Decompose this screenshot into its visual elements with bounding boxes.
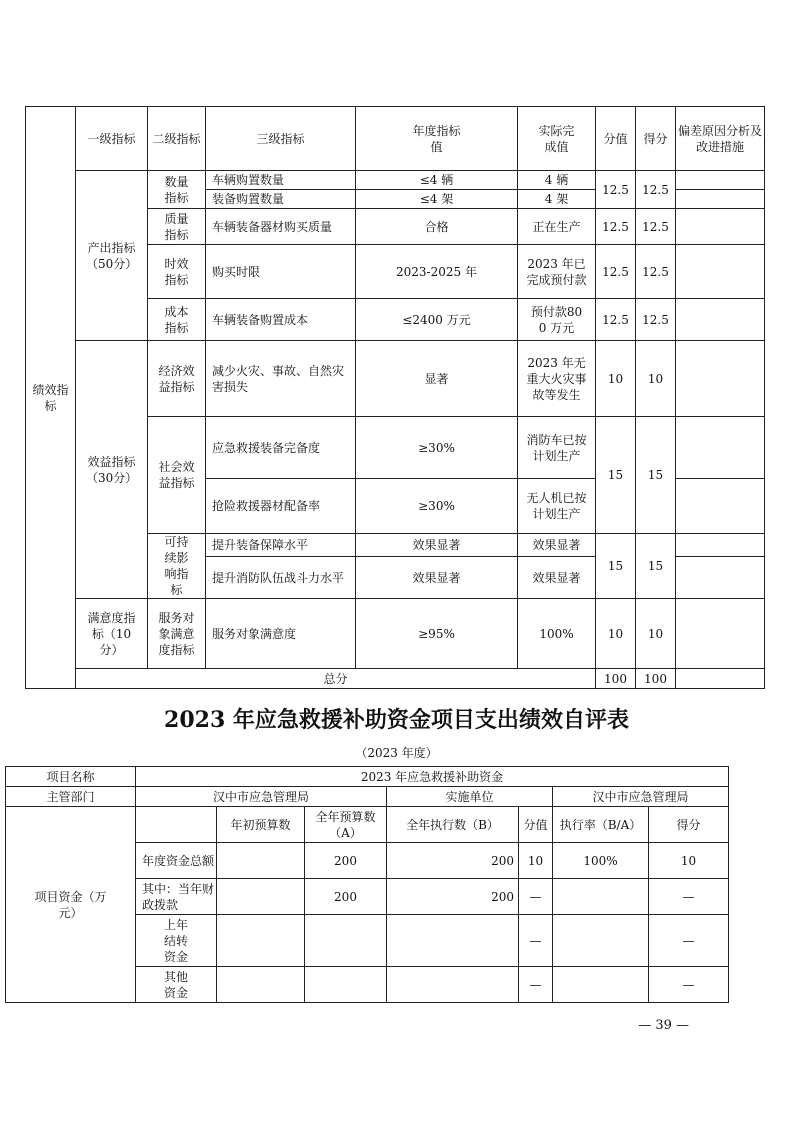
quantity-deviation — [676, 171, 765, 190]
funds-header-initial: 年初预算数 — [217, 807, 305, 843]
sustain-row-target: 效果显著 — [356, 557, 518, 599]
sustain-score: 15 — [596, 534, 636, 599]
social-row-name: 应急救援装备完备度 — [206, 417, 356, 479]
total-deviation — [676, 669, 765, 689]
funds-row-label: 上年结转资金 — [136, 915, 217, 967]
funds-row-score: — — [519, 879, 553, 915]
project-name-value: 2023 年应急救援补助资金 — [136, 767, 729, 787]
funds-row-rate — [553, 915, 649, 967]
sustain-deviation — [676, 534, 765, 557]
funds-row-initial — [217, 843, 305, 879]
funds-header-executed: 全年执行数（B） — [387, 807, 519, 843]
quantity-score: 12.5 — [596, 171, 636, 209]
funds-row-score: — — [519, 967, 553, 1003]
satisfaction-got: 10 — [636, 599, 676, 669]
funds-row-score: — — [519, 915, 553, 967]
timeliness-row-target: 2023-2025 年 — [356, 245, 518, 299]
funds-row-label: 其中：当年财政拨款 — [136, 879, 217, 915]
cost-row-target: ≤2400 万元 — [356, 299, 518, 341]
funds-row-executed — [387, 967, 519, 1003]
timeliness-row-actual: 2023 年已完成预付款 — [518, 245, 596, 299]
funds-row-got: — — [649, 879, 729, 915]
funds-row-annual — [305, 915, 387, 967]
sustain-deviation — [676, 557, 765, 599]
cost-row-actual: 预付款800 万元 — [518, 299, 596, 341]
funds-header-annual: 全年预算数（A） — [305, 807, 387, 843]
header-level3: 三级指标 — [206, 107, 356, 171]
timeliness-got: 12.5 — [636, 245, 676, 299]
quantity-got: 12.5 — [636, 171, 676, 209]
economic-score: 10 — [596, 341, 636, 417]
quantity-indicator-label: 数量指标 — [148, 171, 206, 209]
sustain-indicator-label: 可持续影响指标 — [148, 534, 206, 599]
section-label-performance: 绩效指标 — [26, 107, 76, 689]
document-subtitle: （2023 年度） — [355, 746, 438, 760]
header-deviation: 偏差原因分析及改进措施 — [676, 107, 765, 171]
cost-indicator-label: 成本指标 — [148, 299, 206, 341]
total-score: 100 — [596, 669, 636, 689]
quantity-row-actual: 4 辆 — [518, 171, 596, 190]
timeliness-score: 12.5 — [596, 245, 636, 299]
satisfaction-row-name: 服务对象满意度 — [206, 599, 356, 669]
social-row-target: ≥30% — [356, 417, 518, 479]
quantity-row-actual: 4 架 — [518, 190, 596, 209]
total-got: 100 — [636, 669, 676, 689]
satisfaction-indicator-label: 满意度指标（10分） — [76, 599, 148, 669]
funds-row-executed: 200 — [387, 879, 519, 915]
funds-row-label: 其他资金 — [136, 967, 217, 1003]
header-level1: 一级指标 — [76, 107, 148, 171]
timeliness-row-name: 购买时限 — [206, 245, 356, 299]
document-title: 2023 年应急救援补助资金项目支出绩效自评表 — [164, 707, 629, 733]
impl-value: 汉中市应急管理局 — [553, 787, 729, 807]
funds-row-annual — [305, 967, 387, 1003]
funds-row-rate: 100% — [553, 843, 649, 879]
header-got: 得分 — [636, 107, 676, 171]
social-indicator-label: 社会效益指标 — [148, 417, 206, 534]
economic-row-name: 减少火灾、事故、自然灾害损失 — [206, 341, 356, 417]
quality-indicator-label: 质量指标 — [148, 209, 206, 245]
funds-label: 项目资金（万元） — [6, 807, 136, 1003]
quantity-row-target: ≤4 辆 — [356, 171, 518, 190]
quantity-row-name: 装备购置数量 — [206, 190, 356, 209]
header-target: 年度指标值 — [356, 107, 518, 171]
sustain-row-name: 提升消防队伍战斗力水平 — [206, 557, 356, 599]
total-label: 总分 — [76, 669, 596, 689]
funds-row-executed: 200 — [387, 843, 519, 879]
timeliness-indicator-label: 时效指标 — [148, 245, 206, 299]
sustain-row-name: 提升装备保障水平 — [206, 534, 356, 557]
economic-indicator-label: 经济效益指标 — [148, 341, 206, 417]
social-deviation — [676, 417, 765, 479]
quality-deviation — [676, 209, 765, 245]
funds-row-got: — — [649, 915, 729, 967]
sustain-got: 15 — [636, 534, 676, 599]
benefit-indicator-label: 效益指标（30分） — [76, 341, 148, 599]
economic-row-target: 显著 — [356, 341, 518, 417]
sustain-row-actual: 效果显著 — [518, 534, 596, 557]
quantity-row-target: ≤4 架 — [356, 190, 518, 209]
funds-row-initial — [217, 967, 305, 1003]
satisfaction-row-actual: 100% — [518, 599, 596, 669]
quality-got: 12.5 — [636, 209, 676, 245]
dept-label: 主管部门 — [6, 787, 136, 807]
economic-deviation — [676, 341, 765, 417]
funds-header-blank — [136, 807, 217, 843]
funds-row-executed — [387, 915, 519, 967]
output-indicator-label: 产出指标（50分） — [76, 171, 148, 341]
funds-row-score: 10 — [519, 843, 553, 879]
quality-row-name: 车辆装备器材购买质量 — [206, 209, 356, 245]
quality-row-target: 合格 — [356, 209, 518, 245]
social-row-actual: 无人机已按计划生产 — [518, 479, 596, 534]
funds-header-score: 分值 — [519, 807, 553, 843]
cost-got: 12.5 — [636, 299, 676, 341]
header-score: 分值 — [596, 107, 636, 171]
satisfaction-sub-label: 服务对象满意度指标 — [148, 599, 206, 669]
funds-row-initial — [217, 915, 305, 967]
social-row-actual: 消防车已按计划生产 — [518, 417, 596, 479]
funds-row-annual: 200 — [305, 843, 387, 879]
quantity-deviation — [676, 190, 765, 209]
project-name-label: 项目名称 — [6, 767, 136, 787]
funds-row-got: — — [649, 967, 729, 1003]
social-deviation — [676, 479, 765, 534]
funds-row-rate — [553, 967, 649, 1003]
funds-row-annual: 200 — [305, 879, 387, 915]
cost-row-name: 车辆装备购置成本 — [206, 299, 356, 341]
cost-deviation — [676, 299, 765, 341]
page-number: — 39 — — [638, 1018, 689, 1033]
economic-row-actual: 2023 年无重大火灾事故等发生 — [518, 341, 596, 417]
quantity-row-name: 车辆购置数量 — [206, 171, 356, 190]
social-row-target: ≥30% — [356, 479, 518, 534]
timeliness-deviation — [676, 245, 765, 299]
funds-row-got: 10 — [649, 843, 729, 879]
funds-row-rate — [553, 879, 649, 915]
satisfaction-row-target: ≥95% — [356, 599, 518, 669]
impl-label: 实施单位 — [387, 787, 553, 807]
funds-row-label: 年度资金总额 — [136, 843, 217, 879]
cost-score: 12.5 — [596, 299, 636, 341]
header-actual: 实际完成值 — [518, 107, 596, 171]
social-got: 15 — [636, 417, 676, 534]
project-funds-table — [5, 766, 729, 1003]
funds-header-got: 得分 — [649, 807, 729, 843]
quality-score: 12.5 — [596, 209, 636, 245]
satisfaction-deviation — [676, 599, 765, 669]
performance-indicator-table — [25, 106, 765, 689]
social-score: 15 — [596, 417, 636, 534]
sustain-row-actual: 效果显著 — [518, 557, 596, 599]
quality-row-actual: 正在生产 — [518, 209, 596, 245]
social-row-name: 抢险救援器材配备率 — [206, 479, 356, 534]
economic-got: 10 — [636, 341, 676, 417]
funds-header-rate: 执行率（B/A） — [553, 807, 649, 843]
sustain-row-target: 效果显著 — [356, 534, 518, 557]
header-level2: 二级指标 — [148, 107, 206, 171]
satisfaction-score: 10 — [596, 599, 636, 669]
funds-row-initial — [217, 879, 305, 915]
dept-value: 汉中市应急管理局 — [136, 787, 387, 807]
